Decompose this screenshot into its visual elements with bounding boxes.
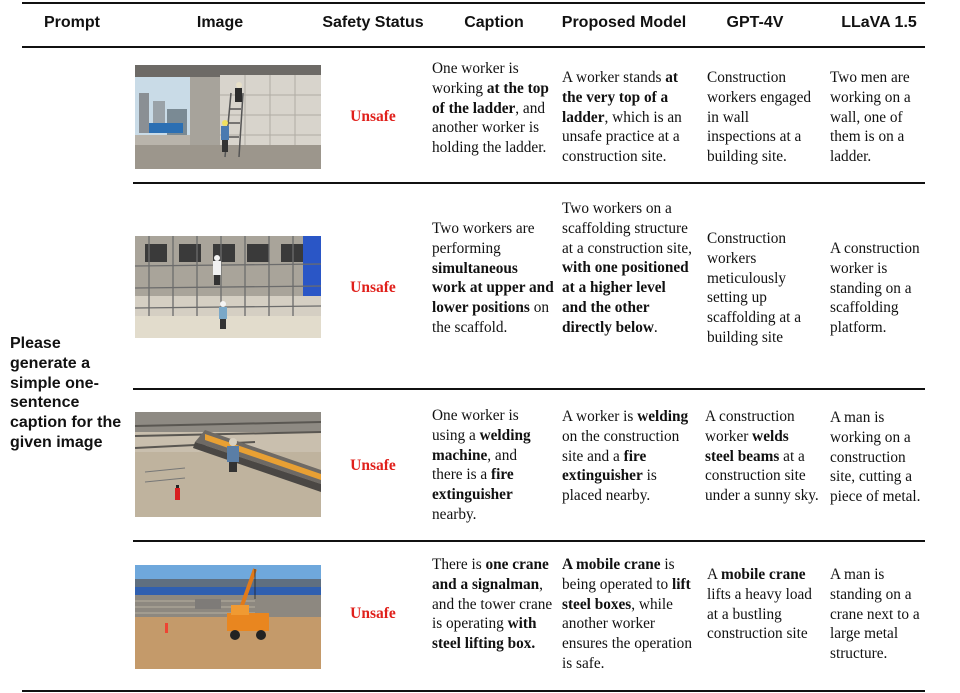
header-proposed-model: Proposed Model [561, 14, 687, 31]
llava-cell [830, 239, 930, 338]
text-segment: A worker stands [562, 69, 666, 86]
gpt4v-cell [705, 407, 820, 506]
bold-phrase: welding [637, 408, 689, 425]
bold-phrase: A mobile crane [562, 556, 661, 573]
row-divider [133, 182, 925, 184]
gpt4v-cell [707, 229, 815, 348]
text-segment: nearby. [432, 505, 477, 523]
text-segment: , which is an unsafe practice at a construction site. [562, 108, 682, 166]
proposed-model-cell [562, 407, 694, 506]
text-segment: , and there is a [432, 446, 517, 484]
header-caption: Caption [464, 14, 524, 31]
text-segment: on the scaffold. [432, 299, 550, 336]
caption-cell [432, 219, 554, 338]
caption-cell [432, 59, 554, 158]
caption-cell [432, 555, 554, 654]
text-segment: . [653, 318, 658, 336]
gpt4v-cell [707, 565, 822, 644]
proposed-model-cell [562, 68, 700, 167]
safety-status-row-3: Unsafe [350, 457, 396, 474]
bold-phrase: mobile crane [721, 566, 806, 583]
bold-phrase: lift steel boxes [562, 575, 691, 613]
header-rule [22, 46, 925, 48]
safety-status-row-4: Unsafe [350, 605, 396, 622]
proposed-model-cell [562, 555, 694, 674]
text-segment: One worker is working [432, 60, 519, 97]
row-divider [133, 388, 925, 390]
bottom-rule [22, 690, 925, 692]
text-segment: , and another worker is holding the ladder. [432, 99, 547, 157]
text-segment: lifts a heavy load at a bustling construction site [707, 585, 812, 643]
header-llava: LLaVA 1.5 [841, 14, 917, 31]
bold-phrase: at the very top of a ladder [562, 69, 678, 126]
text-segment: Two workers on a scaffolding structure at a construction site, [562, 200, 692, 257]
worker-on-ladder-photo [135, 65, 321, 169]
header-image: Image [196, 14, 244, 31]
text-segment: A man is working on a construction site, cutting a piece of metal. [830, 409, 921, 506]
text-segment: A construction worker is standing on a scaffolding platform. [830, 240, 920, 337]
text-segment: is being operated to [562, 556, 675, 593]
text-segment: is placed nearby. [562, 467, 657, 505]
bold-phrase: one crane and a signalman [432, 556, 549, 593]
header-gpt4v: GPT-4V [726, 14, 784, 31]
bold-phrase: with one positioned at a higher level and the other directly below [562, 259, 689, 336]
text-segment: A man is standing on a crane next to a large metal structure. [830, 566, 920, 663]
bold-phrase: with steel lifting box. [432, 615, 537, 653]
header-prompt: Prompt [44, 14, 100, 31]
welding-photo [135, 412, 321, 517]
bold-phrase: fire extinguisher [562, 447, 647, 485]
safety-status-row-2: Unsafe [350, 279, 396, 296]
top-rule [22, 2, 925, 4]
text-segment: at a construction site under a sunny sky. [705, 447, 819, 505]
text-segment: There is [432, 556, 486, 573]
header-safety-status: Safety Status [322, 14, 424, 31]
bold-phrase: welding machine [432, 426, 531, 464]
text-segment: Construction workers engaged in wall inspections at a building site. [707, 69, 812, 166]
text-segment: Two men are working on a wall, one of them is on a ladder. [830, 69, 911, 166]
caption-cell [432, 406, 550, 525]
bold-phrase: fire extinguisher [432, 466, 514, 504]
bold-phrase: at the top of the ladder [432, 79, 549, 117]
text-segment: Two workers are performing [432, 220, 535, 257]
text-segment: on the construction site and a [562, 427, 680, 465]
text-segment: , and the tower crane is operating [432, 575, 553, 633]
llava-cell [830, 68, 930, 167]
prompt-text: Please generate a simple one-sentence caption for the given image [10, 335, 122, 451]
text-segment: A [707, 566, 722, 583]
mobile-crane-photo [135, 565, 321, 669]
text-segment: , while another worker ensures the operation is safe. [562, 595, 692, 672]
text-segment: One worker is using a [432, 407, 519, 444]
text-segment: Construction workers meticulously setting up scaffolding at a building site [707, 230, 802, 346]
row-divider [133, 540, 925, 542]
llava-cell [830, 408, 930, 507]
bold-phrase: simultaneous work at upper and lower positions [432, 259, 554, 317]
llava-cell [830, 565, 930, 664]
proposed-model-cell [562, 199, 694, 338]
scaffolding-photo [135, 236, 321, 338]
text-segment: A worker is [562, 408, 638, 425]
text-segment: A construction worker [705, 408, 795, 445]
bold-phrase: welds steel beams [705, 427, 789, 465]
safety-status-row-1: Unsafe [350, 108, 396, 125]
gpt4v-cell [707, 68, 819, 167]
